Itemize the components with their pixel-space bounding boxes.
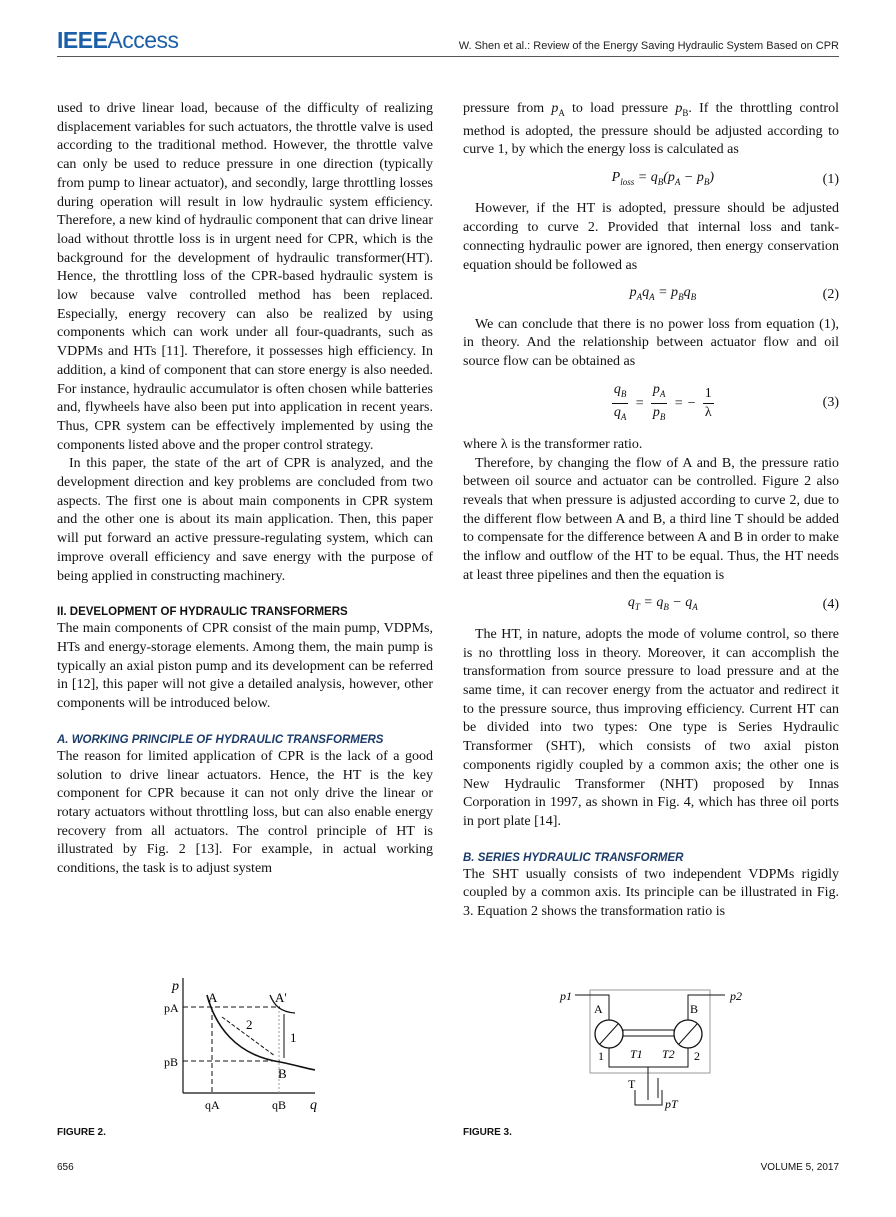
- figure-2-graph: [150, 970, 350, 1120]
- header-rule: [57, 56, 839, 57]
- paragraph: The reason for limited application of CPR is the lack of a good solution to drive linear actuators. Hence, the HT is the key component for CPR because it can not only drive the linear or rotary actuators without throttling loss, but can also enable energy recovery from all actuators. The control principle of HT is illustrated by Fig. 2 [13]. For example, in actual working conditions, the task is to adjust system: [57, 748, 433, 877]
- label-pB: pB: [164, 1055, 179, 1069]
- section-heading: II. DEVELOPMENT OF HYDRAULIC TRANSFORMERS: [57, 606, 348, 619]
- paragraph: Therefore, by changing the flow of A and B, the pressure ratio between oil source and actuator can be controlled. Figure 2 also reveals that when pressure is adjusted according to curve 2, due to the different flow between A and B, a third line T should be added to compensate for the difference between A and B in order to make the inflow and outflow of the HT to be equal. Thus, the HT needs at least three pipelines and then the equation is: [463, 455, 839, 583]
- figure-3-schematic: [550, 980, 750, 1115]
- paragraph: The SHT usually consists of two independent VDPMs rigidly coupled by a common axis. Its principle can be illustrated in Fig. 3. Equation 2 shows the transformation ratio is: [463, 866, 839, 920]
- label-T2: T2: [662, 1047, 675, 1061]
- journal-logo: [57, 27, 179, 54]
- logo-light: Access: [107, 27, 179, 53]
- label-p1: p1: [560, 989, 572, 1003]
- subsection-heading: B. SERIES HYDRAULIC TRANSFORMER: [463, 851, 684, 864]
- paragraph: However, if the HT is adopted, pressure should be adjusted according to curve 2. Provided that internal loss and tank-connecting hydraulic power are ignored, then energy conservation equation should be followed as: [463, 201, 839, 273]
- left-column: [57, 100, 433, 879]
- paragraph: The HT, in nature, adopts the mode of volume control, so there is no throttling loss in theory. Moreover, it can accomplish the transformation from source pressure to load pressure and at the same time, it can recover energy from the actuator and redirect it to the pressure source, thus improving efficiency. Current HT can be divided into two types: One type is Series Hydraulic Transformer (SHT), which consists of two axial piston components rigidly coupled by a common axis; the other one is New Hydraulic Transformer (NHT) proposed by Innas Corporation in 1997, as shown in Fig. 4, which has three oil ports in port plate [14].: [463, 626, 839, 829]
- label-2: 2: [694, 1049, 700, 1063]
- running-title: W. Shen et al.: Review of the Energy Saving Hydraulic System Based on CPR: [458, 40, 839, 52]
- label-curve-2: 2: [246, 1017, 253, 1032]
- figure-3-caption: FIGURE 3.: [463, 1127, 512, 1138]
- paragraph: pressure from $p_A$ to load pressure $p_B$. If the throttling control method is adopted, the pressure should be adjusted according to curve 1, by which the energy loss is calculated as: [463, 101, 839, 158]
- paragraph: where λ is the transformer ratio.: [463, 436, 643, 452]
- subsection-heading: A. WORKING PRINCIPLE OF HYDRAULIC TRANSFORMERS: [57, 733, 384, 746]
- paragraph: The main components of CPR consist of the main pump, VDPMs, HTs and energy-storage elements. Among them, the main pump is typically an axial piston pump and its development can be referred in [12], this paper will not give a detailed analysis, however, other components will be introduced below.: [57, 621, 433, 712]
- volume-info: VOLUME 5, 2017: [760, 1162, 839, 1173]
- page-number: 656: [57, 1162, 74, 1173]
- figure-2-caption: FIGURE 2.: [57, 1127, 106, 1138]
- label-pT: pT: [665, 1097, 678, 1111]
- axis-label-p: p: [172, 979, 179, 994]
- paragraph: We can conclude that there is no power loss from equation (1), in theory. And the relationship between actuator flow and oil source flow can be obtained as: [463, 316, 839, 370]
- equation-3: $\frac{q_B}{q_A}$ = $\frac{p_A}{p_B}$ = − $\frac{1}{\lambda}$ (3): [613, 381, 839, 423]
- equation-4: $q_T = q_B - q_A$ (4): [627, 595, 839, 613]
- label-T1: T1: [630, 1047, 643, 1061]
- equation-2: $p_Aq_A = p_Bq_B$ (2): [629, 285, 839, 303]
- equation-1: $P_{loss} = q_B(p_A - p_B)$ (1): [611, 169, 839, 187]
- label-pA: pA: [164, 1001, 179, 1015]
- label-qB: qB: [272, 1098, 287, 1112]
- label-curve-1: 1: [290, 1030, 297, 1045]
- axis-label-q: q: [310, 1098, 317, 1113]
- label-B: B: [690, 1002, 699, 1016]
- label-A: A: [594, 1002, 603, 1016]
- label-B: B: [278, 1066, 287, 1081]
- label-A: A: [208, 990, 218, 1005]
- logo-bold: IEEE: [57, 27, 108, 53]
- label-1: 1: [598, 1049, 604, 1063]
- right-column: [463, 100, 839, 922]
- paragraph: used to drive linear load, because of the difficulty of realizing displacement variables for such actuators, the throttle valve is used according to the traditional method. However, the throttle valve can only be used to reduce pressure in one direction (typically from pump to linear actuator), and secondly, large throttling losses during operation will result in low hydraulic system efficiency. Therefore, a new kind of hydraulic component that can drive linear load without throttle loss is in urgent need for CPR, which is the background for the development of hydraulic transformer(HT). Hence, the throttling loss of the CPR-based hydraulic system is low because valve controlled method has been replaced. Especially, energy recovery can also be realized by using components which can work under all four-quadrants, such as VDPMs and HTs [11]. Therefore, it possesses high efficiency. In addition, a kind of component that can store energy is also needed. For instance, hydraulic accumulator is often chosen while batteries and, flywheels have also been put into application in recent years. Thus, CPR system can be effectively implemented by using the components listed above and the proper control strategy.: [57, 101, 433, 453]
- paragraph: In this paper, the state of the art of CPR is analyzed, and the development direction and key problems are concluded from two aspects. The first one is about main components in CPR system and the other one is about its main application. Then, this paper will put forward an active pressure-regulating system, which can improve overall efficiency and save energy with the purpose of being applied in constructing machinery.: [57, 456, 433, 584]
- label-qA: qA: [205, 1098, 220, 1112]
- label-T: T: [628, 1077, 636, 1091]
- label-A-prime: A': [275, 990, 287, 1005]
- label-p2: p2: [730, 989, 742, 1003]
